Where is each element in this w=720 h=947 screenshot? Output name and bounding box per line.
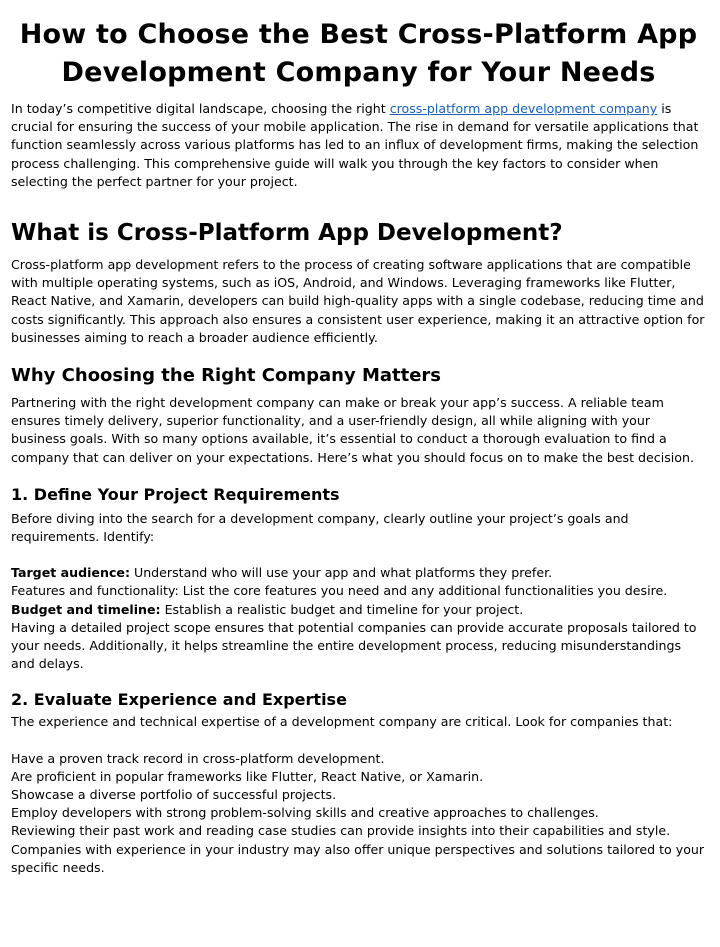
what-is-paragraph: Cross-platform app development refers to the process of creating software applications that are compatible with multiple operating systems, such as iOS, Android, and Windows. Leveraging frameworks like Flutter, React Native, and Xamarin, developers can build high-quality apps with a single codebase, reducing time and costs significantly. This approach also ensures a consistent user experience, making it an attractive option for businesses aiming to reach a broader audience efficiently. — [11, 257, 705, 345]
target-audience-line — [11, 564, 706, 582]
intro-text-after-link: is crucial for ensuring the success of your mobile application. The rise in demand for versatile applications that function seamlessly across various platforms has led to an influx of development firms, making the selection process challenging. This comprehensive guide will walk you through the key factors to consider when selecting the perfect partner for your project. — [11, 101, 699, 189]
spacer — [11, 546, 706, 564]
list-item: Are proficient in popular frameworks like Flutter, React Native, or Xamarin. — [11, 768, 484, 784]
budget-timeline-text: Establish a realistic budget and timeline for your project. — [160, 601, 524, 617]
list-item: Have a proven track record in cross-platform development. — [11, 750, 385, 766]
article-page — [0, 16, 720, 947]
intro-paragraph — [11, 100, 706, 191]
budget-timeline-label: Budget and timeline: — [11, 601, 161, 617]
why-paragraph: Partnering with the right development company can make or break your app’s success. A reliable team ensures timely delivery, superior functionality, and a user-friendly design, all while aligning with your business goals. With so many options available, it’s essential to conduct a thorough evaluation to find a company that can deliver on your expectations. Here’s what you should focus on to make the best decision. — [11, 395, 694, 465]
list-item: Employ developers with strong problem-solving skills and creative approaches to challenges. — [11, 805, 599, 821]
page-title: How to Choose the Best Cross-Platform App Development Company for Your Needs — [19, 19, 698, 88]
budget-timeline-line — [11, 601, 706, 619]
what-is-heading: What is Cross-Platform App Development? — [11, 220, 563, 247]
step1-heading: 1. Define Your Project Requirements — [11, 484, 340, 504]
why-heading: Why Choosing the Right Company Matters — [11, 365, 442, 387]
features-line: Features and functionality: List the core features you need and any additional functionalities you desire. — [11, 583, 668, 599]
step2-intro: The experience and technical expertise of a development company are critical. Look for companies that: — [11, 714, 673, 730]
cross-platform-company-link[interactable]: cross-platform app development company — [389, 101, 658, 116]
target-audience-text: Understand who will use your app and what platforms they prefer. — [129, 565, 553, 581]
step2-closing: Reviewing their past work and reading case studies can provide insights into their capabilities and style. Companies with experience in your industry may also offer unique perspectives and solutions tailored to your specific needs. — [11, 823, 705, 875]
list-item: Showcase a diverse portfolio of successful projects. — [11, 787, 337, 803]
step2-heading: 2. Evaluate Experience and Expertise — [11, 690, 347, 710]
spacer — [11, 732, 706, 750]
target-audience-label: Target audience: — [11, 565, 130, 581]
step1-closing: Having a detailed project scope ensures that potential companies can provide accurate proposals tailored to your needs. Additionally, it helps streamline the entire development process, reducing misunderstandings and delays. — [11, 619, 697, 672]
intro-text-before-link: In today’s competitive digital landscape, choosing the right — [11, 101, 390, 116]
step1-intro: Before diving into the search for a development company, clearly outline your project’s goals and requirements. Identify: — [11, 510, 629, 545]
